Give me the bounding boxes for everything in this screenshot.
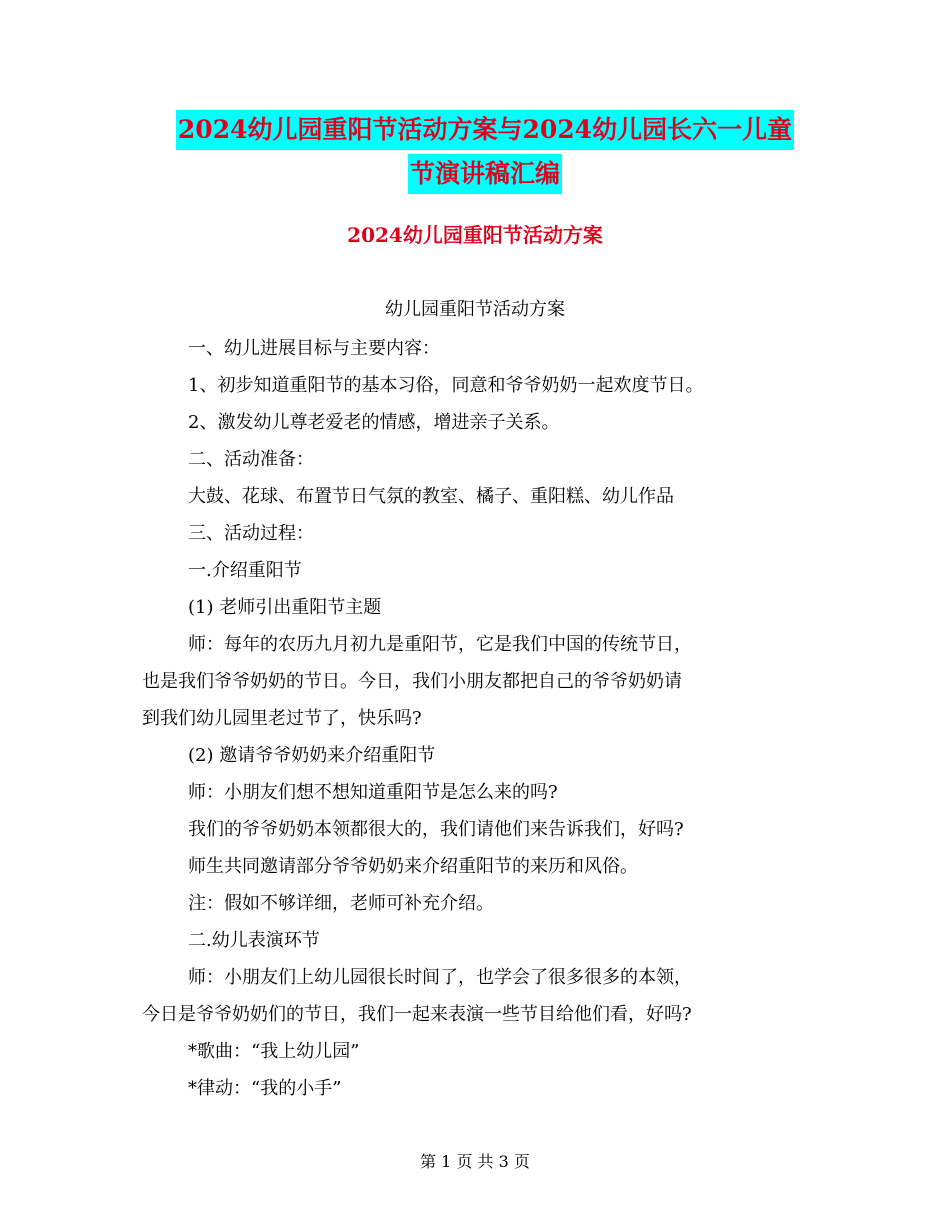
teacher-line-2: 师：小朋友们想不想知道重阳节是怎么来的吗? (188, 782, 558, 803)
heading-process: 三、活动过程： (188, 523, 314, 544)
title-line-2: 节演讲稿汇编 (408, 154, 562, 194)
goal-item-2: 2、激发幼儿尊老爱老的情感，增进亲子关系。 (188, 412, 560, 433)
step-performance: 二.幼儿表演环节 (188, 930, 320, 951)
teacher-line-1c: 到我们幼儿园里老过节了，快乐吗? (142, 708, 422, 729)
section-title: 2024幼儿园重阳节活动方案 (347, 223, 603, 247)
paragraph-grandparents: 我们的爷爷奶奶本领都很大的，我们请他们来告诉我们，好吗? (188, 819, 684, 840)
heading-goals: 一、幼儿进展目标与主要内容： (188, 338, 440, 359)
song-item: *歌曲：“我上幼儿园” (188, 1041, 360, 1062)
substep-1: (1) 老师引出重阳节主题 (188, 597, 382, 618)
title-line-1: 2024幼儿园重阳节活动方案与2024幼儿园长六一儿童 (176, 110, 794, 150)
note-line: 注：假如不够详细，老师可补充介绍。 (188, 893, 494, 914)
subtitle: 幼儿园重阳节活动方案 (385, 299, 565, 320)
document-title (140, 110, 830, 194)
heading-preparation: 二、活动准备： (188, 449, 314, 470)
page-footer: 第 1 页 共 3 页 (420, 1152, 530, 1171)
teacher-line-3b: 今日是爷爷奶奶们的节日，我们一起来表演一些节目给他们看，好吗? (142, 1004, 692, 1025)
teacher-line-3a: 师：小朋友们上幼儿园很长时间了，也学会了很多很多的本领， (188, 967, 692, 988)
teacher-line-1b: 也是我们爷爷奶奶的节日。今日，我们小朋友都把自己的爷爷奶奶请 (142, 671, 682, 692)
paragraph-invite: 师生共同邀请部分爷爷奶奶来介绍重阳节的来历和风俗。 (188, 856, 638, 877)
teacher-line-1a: 师：每年的农历九月初九是重阳节，它是我们中国的传统节日， (188, 634, 692, 655)
substep-2: (2) 邀请爷爷奶奶来介绍重阳节 (188, 745, 436, 766)
preparation-list: 大鼓、花球、布置节日气氛的教室、橘子、重阳糕、幼儿作品 (188, 486, 674, 507)
rhythm-item: *律动：“我的小手” (188, 1078, 342, 1099)
step-introduce: 一.介绍重阳节 (188, 560, 302, 581)
goal-item-1: 1、初步知道重阳节的基本习俗，同意和爷爷奶奶一起欢度节日。 (188, 375, 704, 396)
